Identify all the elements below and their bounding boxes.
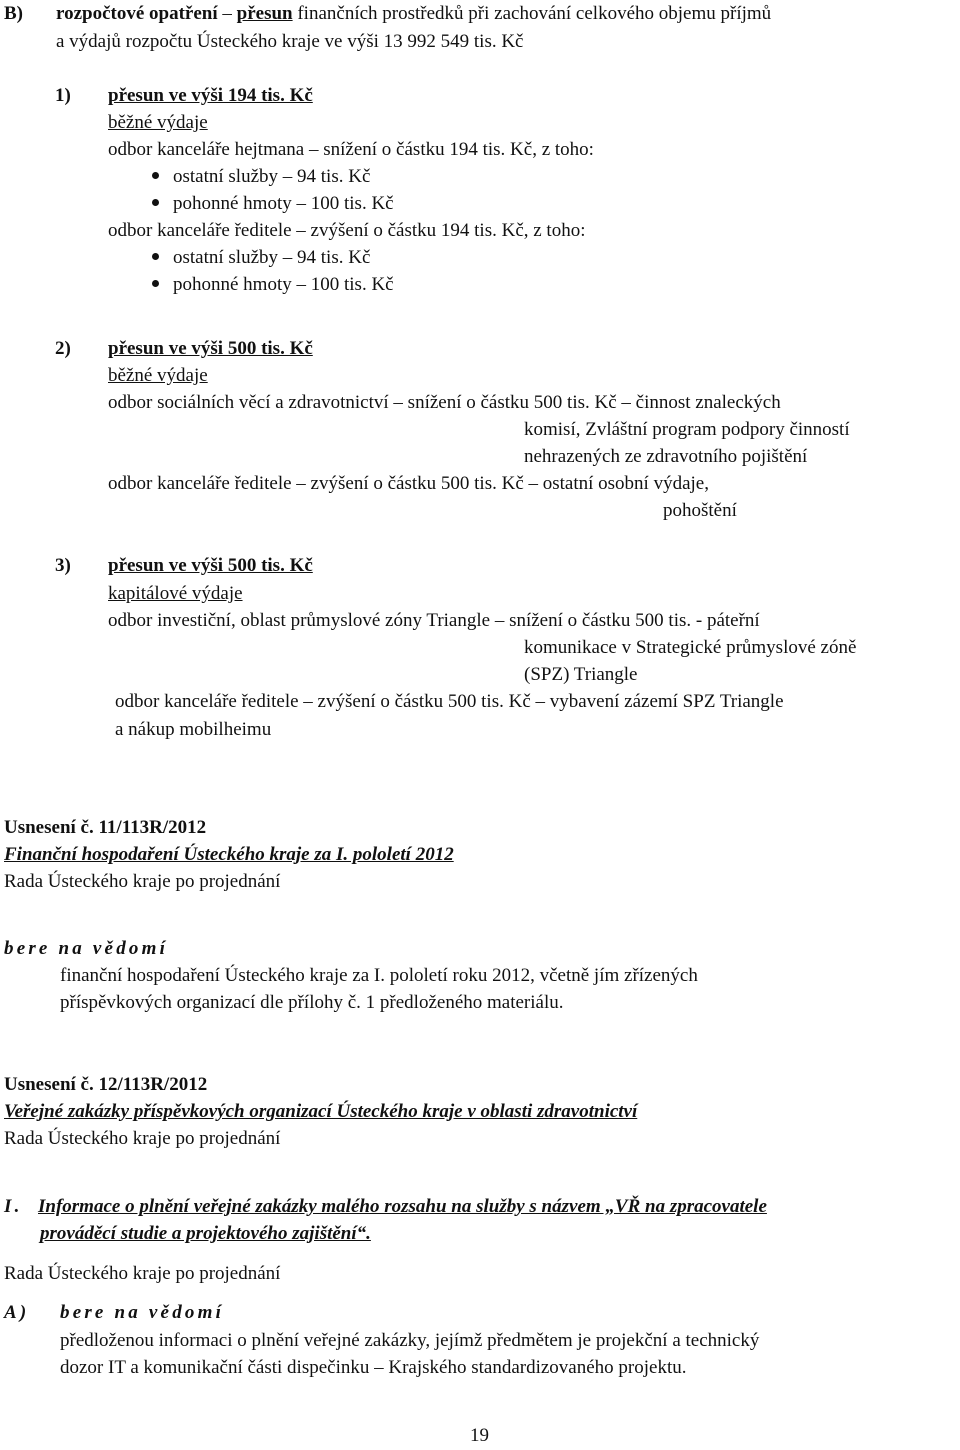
item-1-label: 1) [55, 85, 71, 106]
heading-part1: rozpočtové opatření [56, 3, 218, 24]
section-heading: rozpočtové opatření – přesun finančních prostředků při zachování celkového objemu příjmů [56, 3, 772, 24]
page-number: 19 [470, 1425, 489, 1446]
part-label: I. [4, 1196, 23, 1217]
bullet-icon [152, 253, 159, 260]
resolution-11-title: Finanční hospodaření Ústeckého kraje za I. pololetí 2012 [4, 844, 454, 865]
item-3-title: přesun ve výši 500 tis. Kč [108, 555, 313, 576]
sub-label: A) [4, 1302, 30, 1323]
part-title-line2: prováděcí studie a projektového zajištění“. [40, 1223, 371, 1244]
item-2-line: nehrazených ze zdravotního pojištění [524, 446, 808, 467]
item-2-line: odbor kanceláře ředitele – zvýšení o částku 500 tis. Kč – ostatní osobní výdaje, [108, 473, 709, 494]
item-2-line: pohoštění [663, 500, 737, 521]
item-1-line: odbor kanceláře ředitele – zvýšení o částku 194 tis. Kč, z toho: [108, 220, 586, 241]
resolution-12-intro: Rada Ústeckého kraje po projednání [4, 1128, 281, 1149]
item-3-category: kapitálové výdaje [108, 583, 243, 604]
resolution-12-text: dozor IT a komunikační části dispečinku – Krajského standardizovaného projektu. [60, 1357, 687, 1378]
item-3-label: 3) [55, 555, 71, 576]
resolution-12-text: předloženou informaci o plnění veřejné zakázky, jejímž předmětem je projekční a technický [60, 1330, 760, 1351]
item-1-title: přesun ve výši 194 tis. Kč [108, 85, 313, 106]
resolution-11-number: Usnesení č. 11/113R/2012 [4, 817, 207, 838]
item-3-line: odbor kanceláře ředitele – zvýšení o částku 500 tis. Kč – vybavení zázemí SPZ Triangle [115, 691, 784, 712]
resolution-11-verb: bere na vědomí [4, 938, 169, 959]
item-1-line: ostatní služby – 94 tis. Kč [173, 247, 371, 268]
section-label: B) [4, 3, 23, 24]
item-2-line: komisí, Zvláštní program podpory činností [524, 419, 850, 440]
item-2-label: 2) [55, 338, 71, 359]
item-3-line: a nákup mobilheimu [115, 719, 272, 740]
heading-part3: finančních prostředků při zachování celkového objemu příjmů [292, 3, 772, 24]
bullet-icon [152, 199, 159, 206]
item-1-line: odbor kanceláře hejtmana – snížení o částku 194 tis. Kč, z toho: [108, 139, 594, 160]
resolution-12-number: Usnesení č. 12/113R/2012 [4, 1074, 208, 1095]
part-title: Informace o plnění veřejné zakázky malého rozsahu na služby s názvem „VŘ na zpracovatele [38, 1196, 767, 1217]
item-1-line: ostatní služby – 94 tis. Kč [173, 166, 371, 187]
resolution-11-intro: Rada Ústeckého kraje po projednání [4, 871, 281, 892]
resolution-11-text: příspěvkových organizací dle přílohy č. 1 předloženého materiálu. [60, 992, 564, 1013]
resolution-12-intro2: Rada Ústeckého kraje po projednání [4, 1263, 281, 1284]
resolution-11-text: finanční hospodaření Ústeckého kraje za I. pololetí roku 2012, včetně jím zřízených [60, 965, 698, 986]
section-heading-line2: a výdajů rozpočtu Ústeckého kraje ve výši 13 992 549 tis. Kč [56, 31, 524, 52]
item-3-line: (SPZ) Triangle [524, 664, 638, 685]
item-3-line: odbor investiční, oblast průmyslové zóny Triangle – snížení o částku 500 tis. - páteřní [108, 610, 760, 631]
bullet-icon [152, 280, 159, 287]
item-2-line: odbor sociálních věcí a zdravotnictví – snížení o částku 500 tis. Kč – činnost znaleckých [108, 392, 781, 413]
item-1-line: pohonné hmoty – 100 tis. Kč [173, 193, 394, 214]
item-2-title: přesun ve výši 500 tis. Kč [108, 338, 313, 359]
item-3-line: komunikace v Strategické průmyslové zóně [524, 637, 857, 658]
bullet-icon [152, 172, 159, 179]
item-2-category: běžné výdaje [108, 365, 208, 386]
resolution-12-verb: bere na vědomí [60, 1302, 225, 1323]
item-1-category: běžné výdaje [108, 112, 208, 133]
resolution-12-title: Veřejné zakázky příspěvkových organizací Ústeckého kraje v oblasti zdravotnictví [4, 1101, 638, 1122]
item-1-line: pohonné hmoty – 100 tis. Kč [173, 274, 394, 295]
heading-part2: přesun [236, 3, 293, 24]
